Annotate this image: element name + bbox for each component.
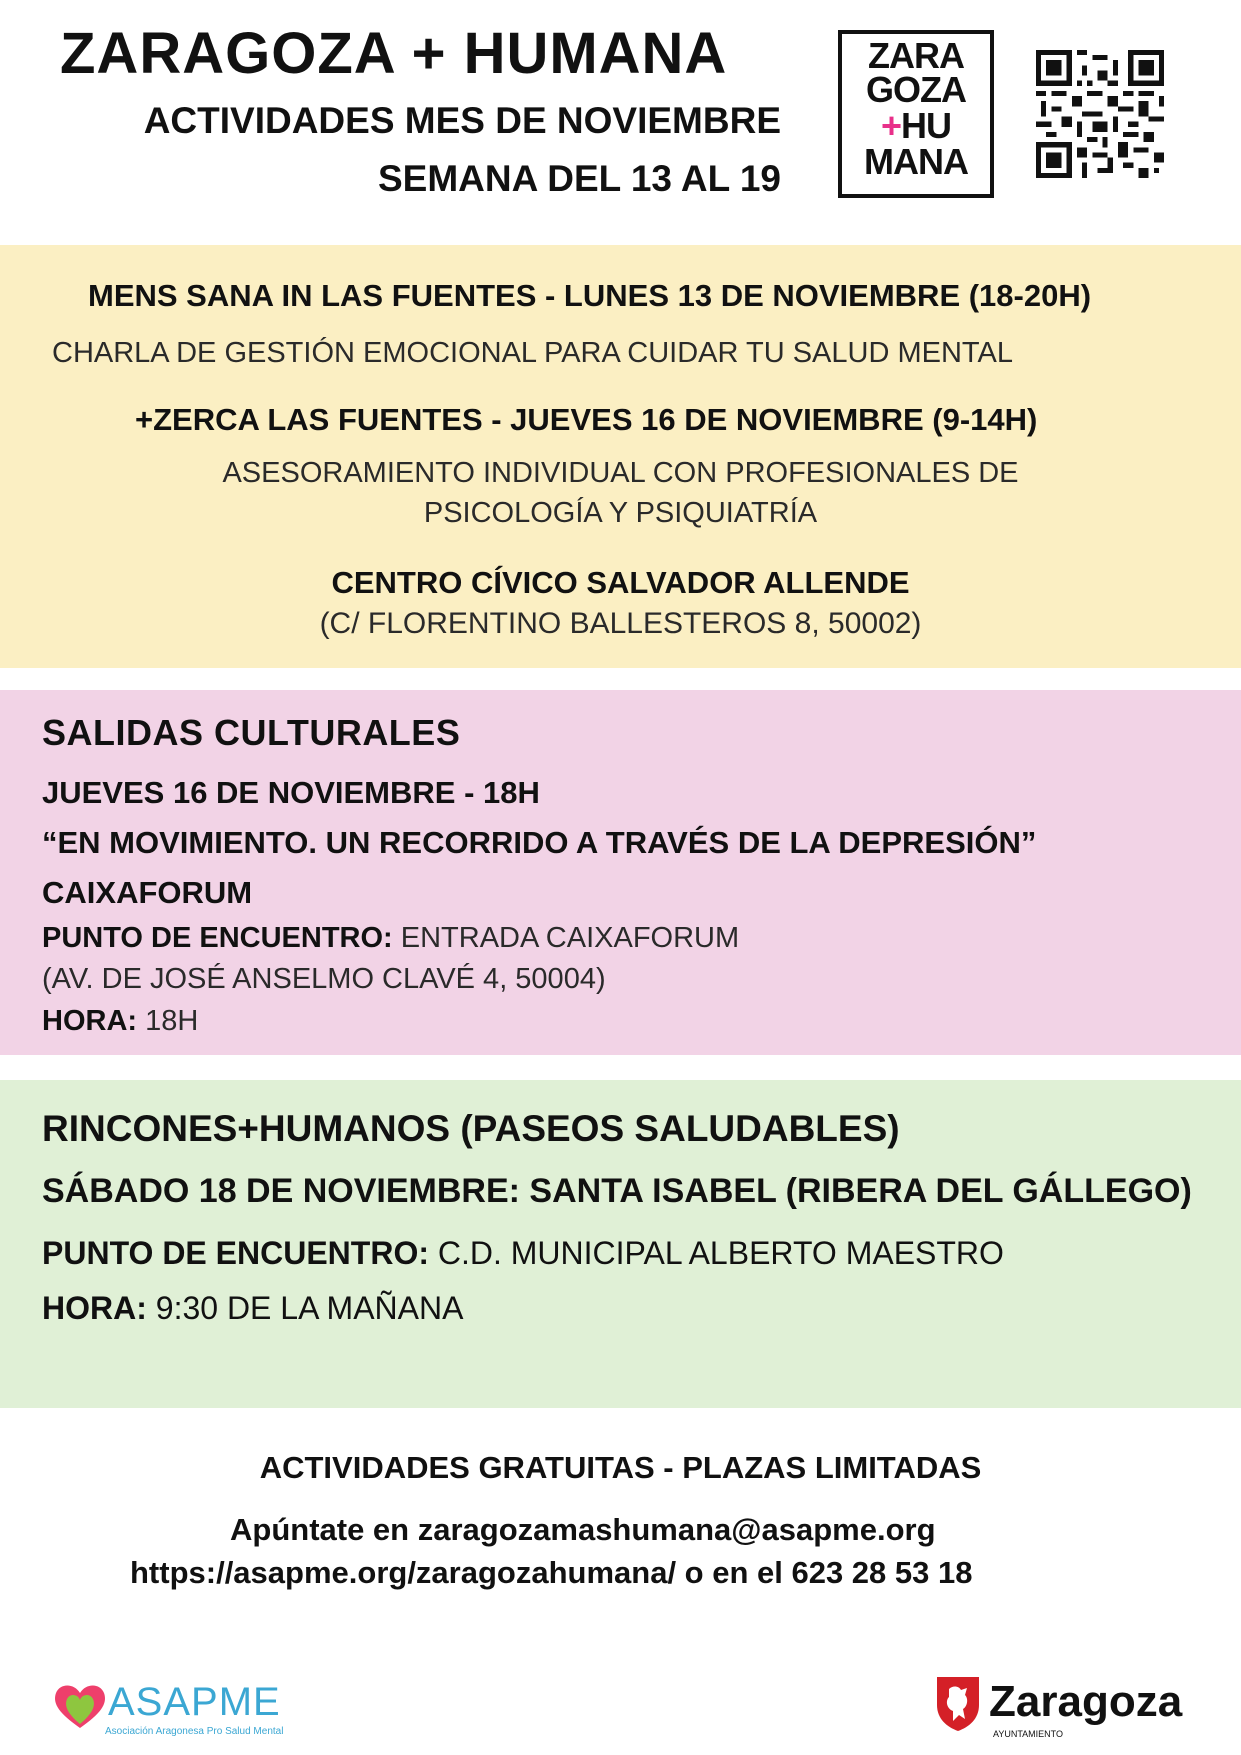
time-value: 9:30 DE LA MAÑANA [146,1290,464,1326]
logo-line-4: MANA [864,141,968,182]
zaragoza-shield-icon [935,1675,981,1733]
asapme-caption: Asociación Aragonesa Pro Salud Mental [105,1726,284,1737]
qr-code[interactable] [1036,50,1164,178]
event-mens-sana-title: MENS SANA IN LAS FUENTES - LUNES 13 DE NOVIEMBRE (18-20H) [88,278,1092,313]
event-zerca-title: +ZERCA LAS FUENTES - JUEVES 16 DE NOVIEMBRE (9-14H) [135,402,1038,437]
free-activities-notice: ACTIVIDADES GRATUITAS - PLAZAS LIMITADAS [259,1450,982,1485]
page-subtitle: ACTIVIDADES MES DE NOVIEMBRE [143,100,781,141]
logo-line-1: ZARA [868,35,964,76]
zaragoza-name: Zaragoza [989,1677,1183,1726]
salidas-heading: SALIDAS CULTURALES [42,712,461,753]
page-title: ZARAGOZA + HUMANA [60,21,728,86]
signup-email[interactable]: Apúntate en zaragozamashumana@asapme.org [230,1512,936,1547]
salidas-meeting [42,922,739,955]
time-label: HORA: [42,1005,138,1037]
time-value: 18H [137,1005,199,1037]
signup-web-phone[interactable]: https://asapme.org/zaragozahumana/ o en el 623 28 53 18 [130,1555,973,1590]
logo-line-3: +HU [880,105,952,146]
rincones-date: SÁBADO 18 DE NOVIEMBRE: SANTA ISABEL (RIBERA DEL GÁLLEGO) [42,1172,1192,1210]
zaragoza-humana-logo [838,30,994,198]
asapme-heart-icon [50,1680,110,1732]
event-mens-sana-desc: CHARLA DE GESTIÓN EMOCIONAL PARA CUIDAR TU SALUD MENTAL [52,337,1013,369]
rincones-meeting [42,1235,1004,1272]
asapme-name: ASAPME [108,1680,281,1724]
salidas-exhibit: “EN MOVIMIENTO. UN RECORRIDO A TRAVÉS DE LA DEPRESIÓN” [42,825,1037,860]
venue-name: CENTRO CÍVICO SALVADOR ALLENDE [331,565,910,600]
salidas-time [42,1005,198,1038]
venue-address: (C/ FLORENTINO BALLESTEROS 8, 50002) [319,607,922,640]
event-zerca-desc-1: ASESORAMIENTO INDIVIDUAL CON PROFESIONALES DE [222,457,1019,489]
rincones-heading: RINCONES+HUMANOS (PASEOS SALUDABLES) [42,1108,900,1149]
meeting-label: PUNTO DE ENCUENTRO: [42,922,393,954]
meeting-value: C.D. MUNICIPAL ALBERTO MAESTRO [428,1235,1004,1271]
meeting-value: ENTRADA CAIXAFORUM [392,922,740,954]
salidas-place: CAIXAFORUM [42,875,253,910]
week-range: SEMANA DEL 13 AL 19 [377,158,781,199]
event-zerca-desc-2: PSICOLOGÍA Y PSIQUIATRÍA [423,497,818,529]
zaragoza-caption: AYUNTAMIENTO [993,1729,1064,1739]
salidas-address: (AV. DE JOSÉ ANSELMO CLAVÉ 4, 50004) [42,963,606,995]
meeting-label: PUNTO DE ENCUENTRO: [42,1235,429,1271]
logo-line-2: GOZA [866,69,966,110]
time-label: HORA: [42,1290,147,1326]
rincones-time [42,1290,463,1327]
salidas-date: JUEVES 16 DE NOVIEMBRE - 18H [42,775,540,810]
